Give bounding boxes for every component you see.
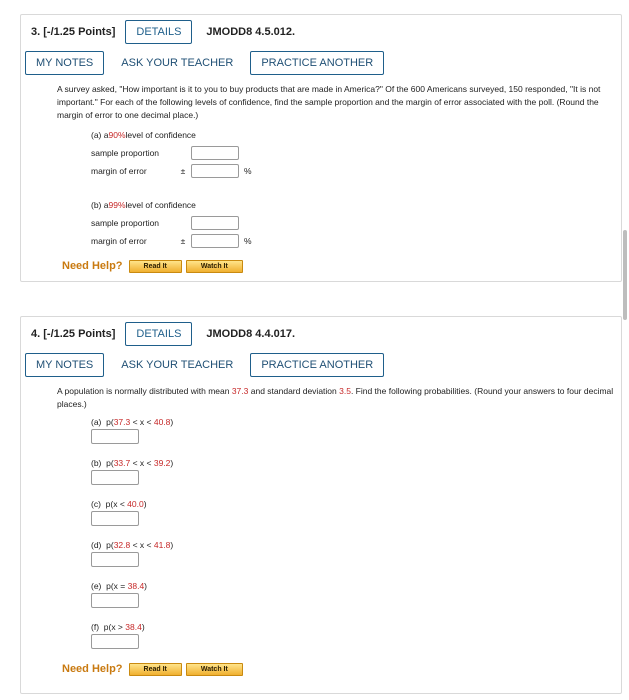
part-a: (a) p(37.3 < x < 40.8): [91, 415, 605, 456]
part-b-margin-input[interactable]: [191, 234, 239, 248]
need-help: [62, 260, 605, 273]
question-4-toolbar: [21, 351, 621, 379]
question-4-panel: [20, 316, 622, 694]
need-help-label: Need Help?: [62, 260, 123, 272]
need-help-label: Need Help?: [62, 663, 123, 675]
part-a-suffix: level of confidence: [125, 129, 196, 140]
part-a-margin-input[interactable]: [191, 164, 239, 178]
sd-value: 3.5: [339, 386, 351, 396]
question-3-toolbar: [21, 49, 621, 77]
part-c: (c) p(x < 40.0): [91, 497, 605, 538]
question-3-number: 3. [-/1.25 Points]: [31, 26, 116, 38]
part-b-sample-proportion-input[interactable]: [191, 216, 239, 230]
ask-teacher-button[interactable]: ASK YOUR TEACHER: [110, 51, 244, 75]
details-button[interactable]: DETAILS: [125, 322, 192, 346]
details-button[interactable]: DETAILS: [125, 20, 192, 44]
percent-unit: %: [244, 235, 252, 246]
question-4-content: [21, 379, 621, 686]
part-d: (d) p(32.8 < x < 41.8): [91, 538, 605, 579]
ask-teacher-button[interactable]: ASK YOUR TEACHER: [110, 353, 244, 377]
part-c-answer-input[interactable]: [91, 511, 139, 526]
part-a-level: 90%: [108, 129, 126, 140]
question-3-panel: [20, 14, 622, 282]
watch-it-button[interactable]: Watch It: [186, 663, 243, 676]
question-4-number: 4. [-/1.25 Points]: [31, 328, 116, 340]
mean-value: 37.3: [231, 386, 249, 396]
question-3-text: A survey asked, "How important is it to you to buy products that are made in America?" Of the 600 Americans surveyed, 150 responded, "It is not important." For each of the following levels of confidence, find the sample proportion and the margin of error associated with the poll. (Round the margin of error to one decimal place.): [57, 84, 601, 120]
part-b-level: 99%: [108, 199, 126, 210]
part-b-prefix: (b) a: [91, 199, 109, 210]
my-notes-button[interactable]: MY NOTES: [25, 51, 104, 75]
scrollbar-thumb[interactable]: [623, 230, 627, 320]
part-e: (e) p(x = 38.4): [91, 579, 605, 620]
read-it-button[interactable]: Read It: [129, 260, 182, 273]
part-f: (f) p(x > 38.4): [91, 620, 605, 661]
plus-minus-symbol: ±: [180, 235, 186, 246]
sample-proportion-label: sample proportion: [91, 147, 160, 158]
plus-minus-symbol: ±: [180, 165, 186, 176]
part-b-answer-input[interactable]: [91, 470, 139, 485]
part-a-prefix: (a) a: [91, 129, 109, 140]
part-a: [91, 126, 605, 180]
question-3-header: [21, 15, 621, 49]
practice-another-button[interactable]: PRACTICE ANOTHER: [250, 51, 384, 75]
read-it-button[interactable]: Read It: [129, 663, 182, 676]
sample-proportion-label: sample proportion: [91, 217, 160, 228]
part-a-answer-input[interactable]: [91, 429, 139, 444]
margin-of-error-label: margin of error: [91, 165, 147, 176]
my-notes-button[interactable]: MY NOTES: [25, 353, 104, 377]
part-b: [91, 196, 605, 250]
margin-of-error-label: margin of error: [91, 235, 147, 246]
question-3-content: [21, 77, 621, 283]
question-4-code: JMODD8 4.4.017.: [206, 328, 296, 340]
percent-unit: %: [244, 165, 252, 176]
probability-list: [91, 415, 605, 661]
need-help: [62, 663, 605, 676]
part-d-answer-input[interactable]: [91, 552, 139, 567]
question-4-header: [21, 317, 621, 351]
part-b-suffix: level of confidence: [125, 199, 196, 210]
question-3-code: JMODD8 4.5.012.: [206, 26, 296, 38]
part-b: (b) p(33.7 < x < 39.2): [91, 456, 605, 497]
part-f-answer-input[interactable]: [91, 634, 139, 649]
question-4-text: A population is normally distributed with mean 37.3 and standard deviation 3.5. Find the following probabilities. (Round your answers to four decimal places.): [57, 386, 614, 409]
part-e-answer-input[interactable]: [91, 593, 139, 608]
part-a-sample-proportion-input[interactable]: [191, 146, 239, 160]
practice-another-button[interactable]: PRACTICE ANOTHER: [250, 353, 384, 377]
watch-it-button[interactable]: Watch It: [186, 260, 243, 273]
